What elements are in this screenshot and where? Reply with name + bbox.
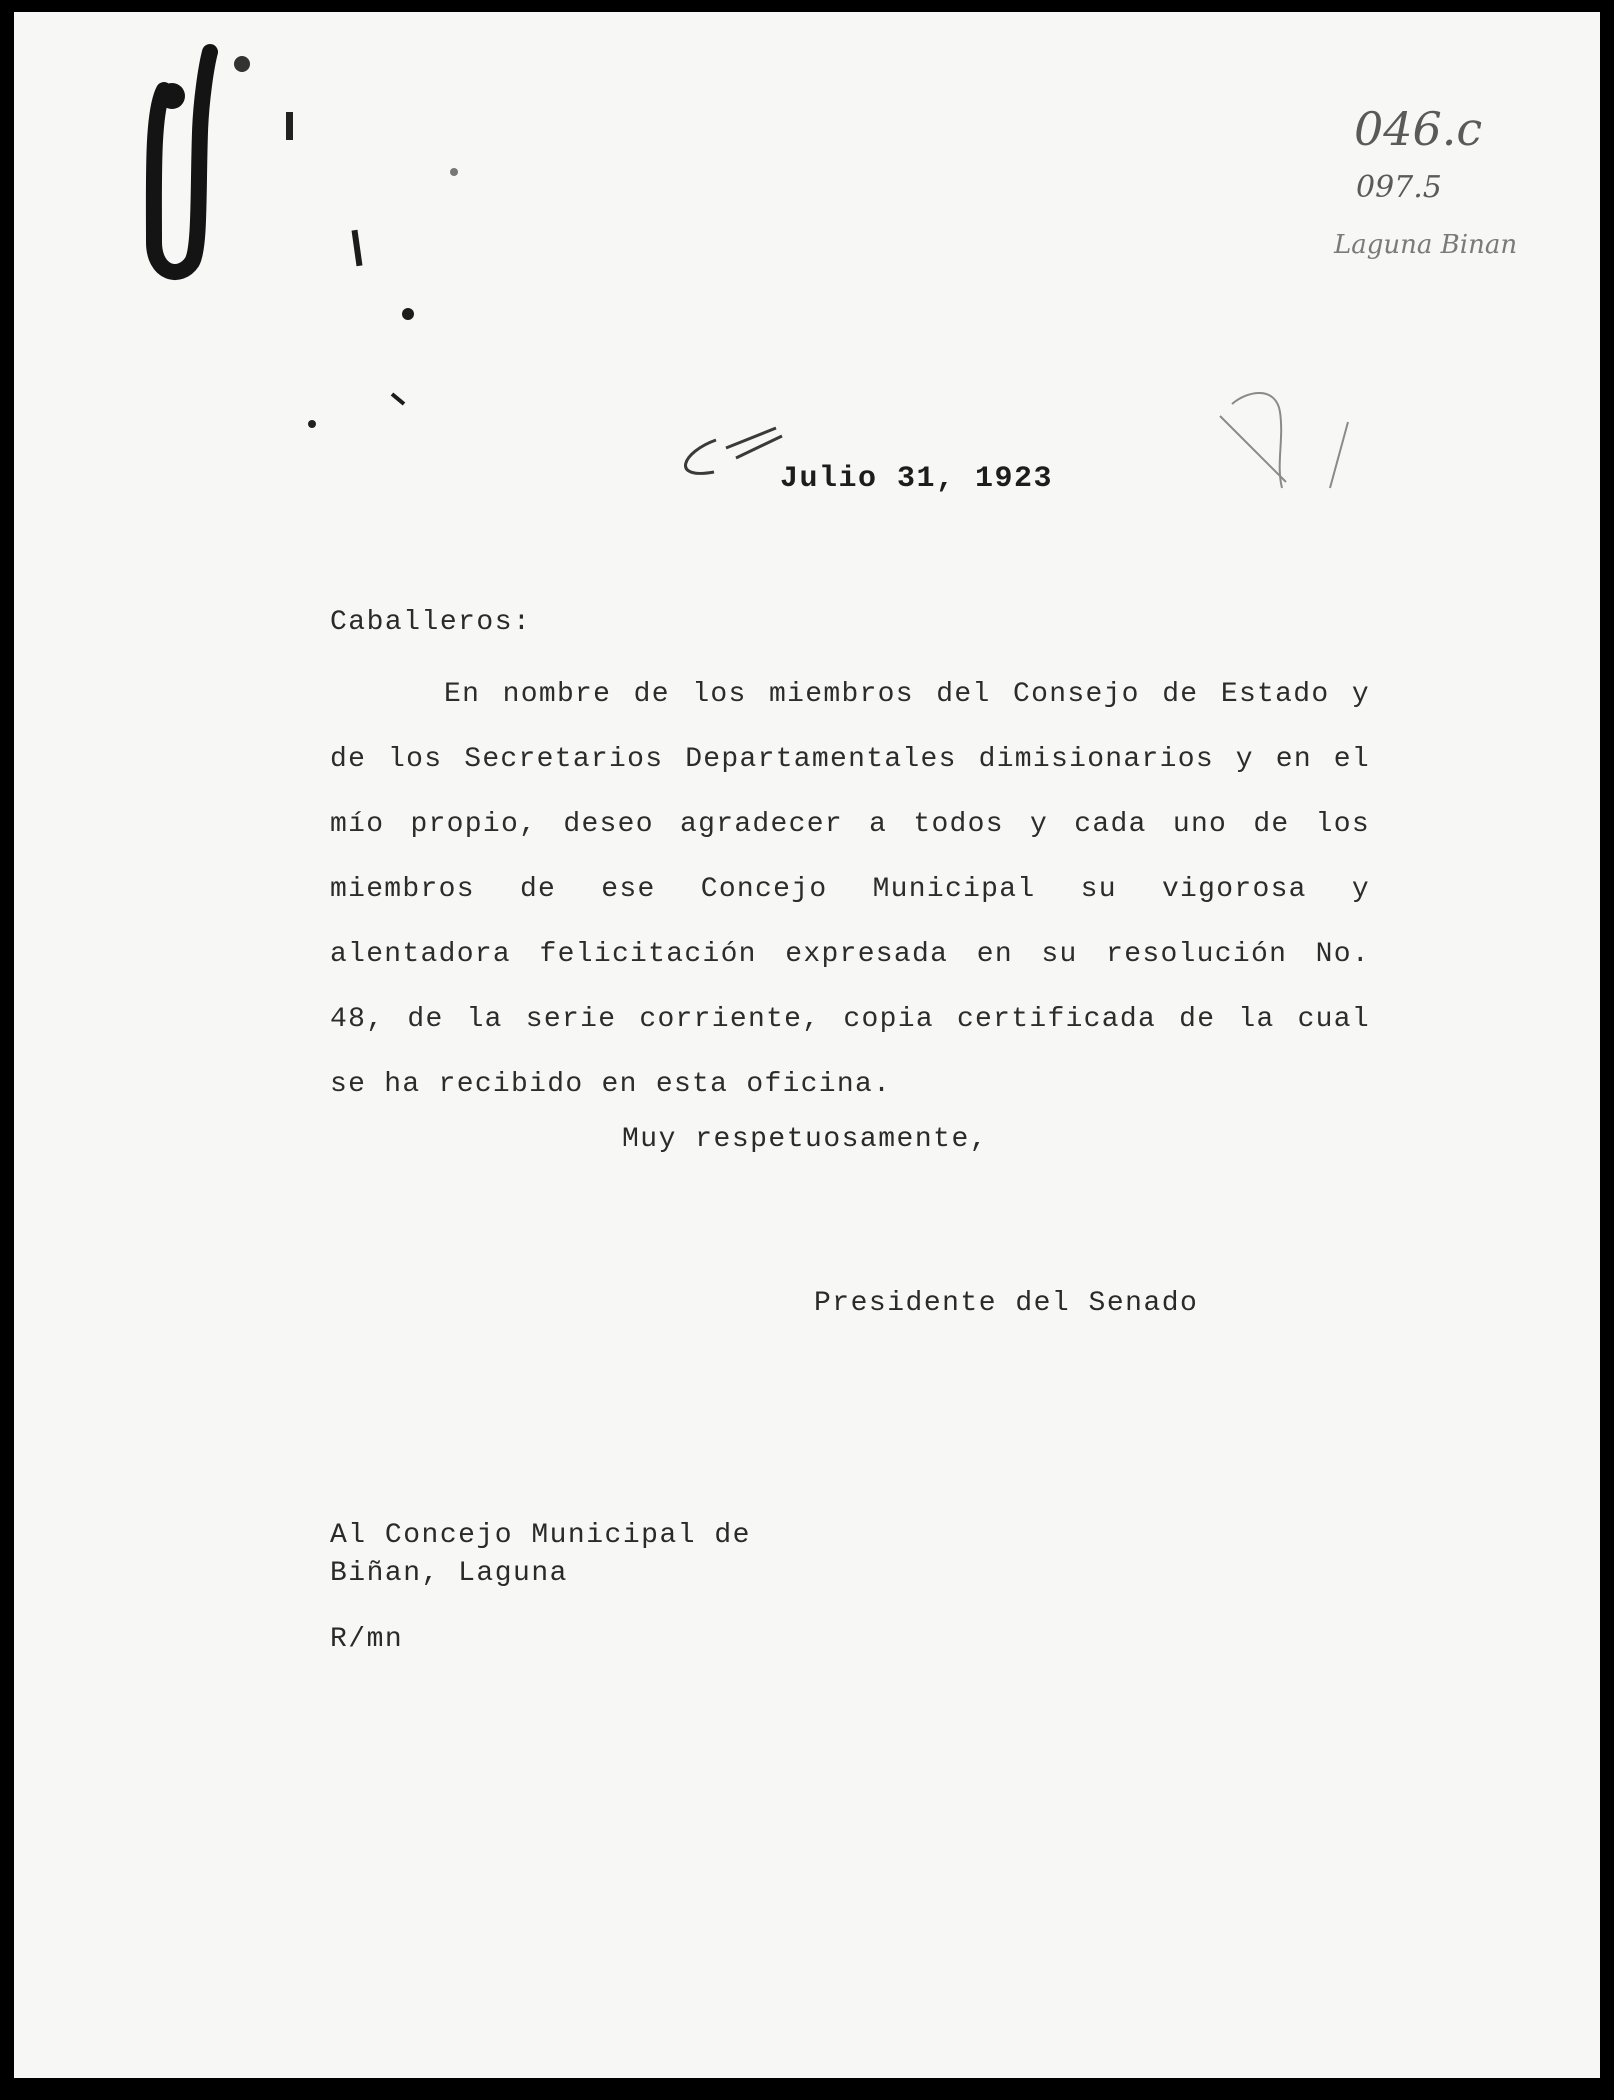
signature-title: Presidente del Senado [814,1288,1199,1319]
archive-mark-line3: Laguna Binan [1334,230,1518,260]
pencil-initial-mark [1220,393,1348,488]
letter-body: En nombre de los miembros del Consejo de Estado y de los Secretarios Departamentales dimisionarios y en el mío propio, deseo agradecer a todos y cada uno de los miembros de ese Concejo Municipal su vigorosa y alentadora felicitación expresada en su resolución No. 48, de la serie corriente, copia certificada de la cual se ha recibido en esta oficina. [330,679,1370,1100]
letter-page [14,12,1600,2078]
addressee-line-2: Biñan, Laguna [330,1558,568,1589]
addressee-line-1: Al Concejo Municipal de [330,1520,751,1551]
paper-clip-mark [154,52,210,272]
reference-initials: R/mn [330,1624,404,1655]
scan-border [0,2078,1614,2100]
letter-date: Julio 31, 1923 [780,462,1054,496]
closing: Muy respetuosamente, [622,1124,989,1155]
archive-mark-line1: 046.c [1354,102,1483,156]
salutation: Caballeros: [330,607,532,638]
pencil-check-mark [686,428,782,473]
archive-mark-line2: 097.5 [1356,170,1442,205]
